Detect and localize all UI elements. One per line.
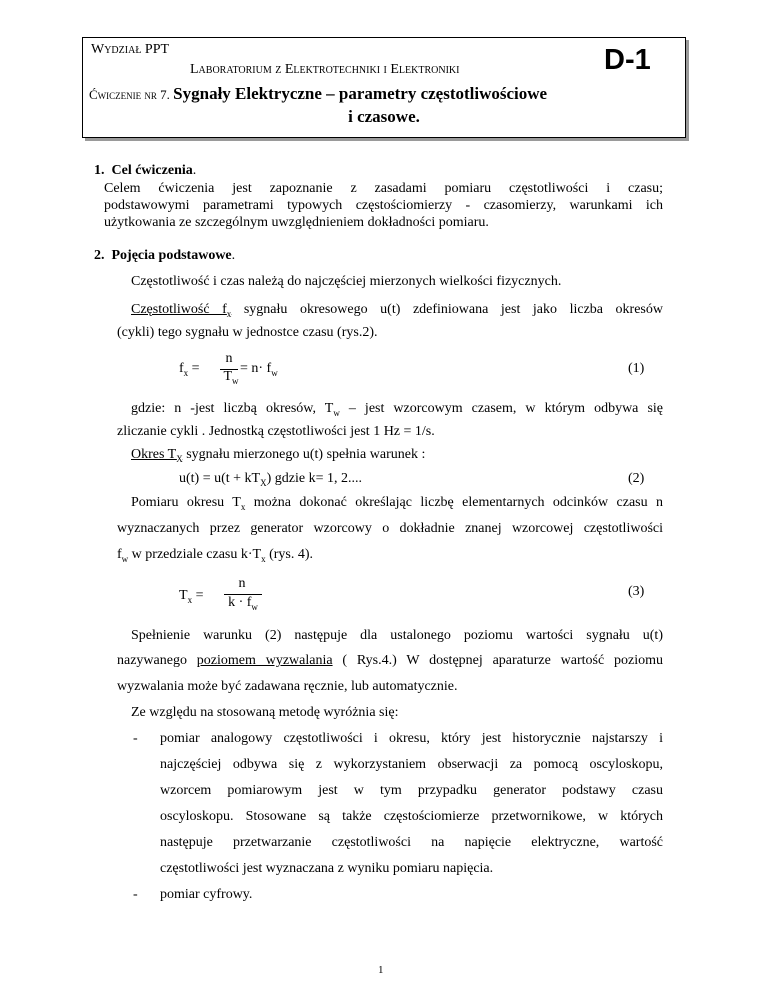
eq2-text — [179, 471, 362, 488]
eq3-denominator — [220, 595, 266, 612]
p5-rest: można dokonać określając liczbę elementarnych odcinków czasu n — [245, 495, 663, 510]
eq1-rhs-text: = n· f — [240, 361, 272, 376]
exercise-code: D-1 — [604, 44, 651, 76]
p6-rest: ( Rys.4.) W dostępnej aparaturze wartość poziomu — [332, 653, 664, 668]
eq2-number: (2) — [628, 471, 645, 486]
bullet1-line3: wzorcem pomiarowym jest w tym przypadku generator podstawy czasu — [160, 783, 663, 798]
p3-text: gdzie: n -jest liczbą okresów, T — [131, 401, 334, 416]
eq1-number: (1) — [628, 361, 645, 376]
eq1-den-symbol: T — [223, 369, 233, 384]
bullet1-line2: najczęściej odbywa się z wykorzystaniem obserwacji za pomocą oscyloskopu, — [160, 757, 663, 772]
eq3-den-text: k · f — [228, 595, 252, 610]
bullet2-text: pomiar cyfrowy. — [160, 887, 253, 902]
p5-l3-text: f — [117, 547, 122, 562]
p5-l3-sub2: x — [261, 553, 266, 564]
eq1-den-sub: w — [232, 375, 239, 386]
section1-heading — [94, 163, 196, 179]
p5-text: Pomiaru okresu T — [131, 495, 241, 510]
term-frequency — [131, 302, 231, 317]
eq2-rest: ) gdzie k= 1, 2.... — [266, 471, 362, 486]
eq2-sub: X — [260, 477, 267, 488]
paragraph-7: Ze względu na stosowaną metodę wyróżnia się: — [131, 705, 399, 720]
bullet1-line6: częstotliwości jest wyznaczana z wyniku pomiaru napięcia. — [160, 861, 494, 876]
paragraph-5-line3 — [117, 547, 313, 564]
eq3-lhs-symbol: T — [179, 588, 188, 603]
eq1-lhs-symbol: f — [179, 361, 184, 376]
p5-l3-end: (rys. 4). — [265, 547, 314, 562]
faculty-label: Wydział PPT — [91, 42, 170, 57]
page-number: 1 — [378, 964, 384, 976]
section1-line3: użytkowania ze szczególnym uwzględnieniem dokładności pomiaru. — [104, 215, 489, 230]
term-period-sub: X — [176, 453, 183, 464]
p5-l3-rest: w przedziale czasu k·T — [128, 547, 262, 562]
paragraph-1: Częstotliwość i czas należą do najczęściej mierzonych wielkości fizycznych. — [131, 274, 562, 289]
section2-dot: . — [231, 248, 236, 263]
section2-heading — [94, 248, 235, 264]
paragraph-6-line3: wyzwalania może być zadawana ręcznie, lub automatycznie. — [117, 679, 458, 694]
term-period-text: Okres T — [131, 447, 177, 462]
section1-line2: podstawowymi parametrami typowych częstościomierzy - czasomierzy, warunkami ich — [104, 198, 663, 213]
term-trigger-level: poziomem wyzwalania — [196, 653, 333, 668]
exercise-title: Sygnały Elektryczne – parametry częstotliwościowe — [173, 84, 548, 103]
section2-title: Pojęcia podstawowe — [111, 248, 232, 263]
paragraph-6-line1: Spełnienie warunku (2) następuje dla ustalonego poziomu wartości sygnału u(t) — [131, 628, 663, 643]
bullet1-line4: oscyloskopu. Stosowane są także częstościomierze przetwornikowe, w których — [160, 809, 663, 824]
eq1-lhs-sub: x — [183, 367, 189, 378]
eq3-numerator: n — [238, 576, 246, 591]
eq3-lhs — [179, 588, 203, 605]
section2-number: 2. — [94, 248, 105, 263]
eq2-body: u(t) = u(t + kT — [179, 471, 261, 486]
p4-rest: sygnału mierzonego u(t) spełnia warunek : — [182, 447, 426, 462]
section1-dot: . — [192, 163, 197, 178]
eq3-number: (3) — [628, 584, 645, 599]
paragraph-6-line2 — [117, 653, 663, 669]
eq1-rhs — [240, 361, 278, 378]
eq1-equals: = — [191, 361, 200, 376]
paragraph-2-line1 — [131, 302, 663, 319]
eq1-lhs — [179, 361, 200, 378]
section1-number: 1. — [94, 163, 105, 178]
p3-rest: – jest wzorcowym czasem, w którym odbywa się — [339, 401, 664, 416]
bullet1-line1: pomiar analogowy częstotliwości i okresu, który jest historycznie najstarszy i — [160, 731, 663, 746]
eq3-lhs-sub: x — [187, 594, 193, 605]
bullet1-dash: - — [133, 731, 138, 746]
paragraph-5-line1 — [131, 495, 663, 512]
eq1-rhs-sub: w — [271, 367, 278, 378]
section1-line1: Celem ćwiczenia jest zapoznanie z zasadami pomiaru częstotliwości i czasu; — [104, 181, 663, 196]
exercise-title-line — [89, 84, 547, 104]
bullet1-line5: następuje przetwarzanie częstotliwości na napięcie elektryczne, wartość — [160, 835, 663, 850]
paragraph-2-rest: sygnału okresowego u(t) zdefiniowana jest jako liczba okresów — [231, 302, 663, 317]
eq3-equals: = — [195, 588, 204, 603]
bullet2-dash: - — [133, 887, 138, 902]
p5-l3-sub: w — [121, 553, 129, 564]
term-frequency-sub: x — [226, 308, 232, 319]
eq3-den-sub: w — [251, 601, 258, 612]
p5-sub: x — [240, 501, 246, 512]
paragraph-3-line1 — [131, 401, 663, 418]
paragraph-5-line2: wyznaczanych przez generator wzorcowy o dokładnie znanej wzorcowej częstotliwości — [117, 521, 663, 536]
exercise-label: Ćwiczenie nr 7. — [89, 87, 170, 102]
paragraph-2-line2: (cykli) tego sygnału w jednostce czasu (rys.2). — [117, 325, 378, 340]
eq1-numerator: n — [225, 351, 233, 366]
lab-title: Laboratorium z Elektrotechniki i Elektroniki — [190, 62, 460, 77]
paragraph-3-line2: zliczanie cykli . Jednostką częstotliwości jest 1 Hz = 1/s. — [117, 424, 435, 439]
paragraph-4 — [131, 447, 425, 464]
p3-sub: w — [333, 407, 340, 418]
section1-title: Cel ćwiczenia — [111, 163, 193, 178]
header-box — [82, 37, 686, 138]
term-period — [131, 447, 183, 462]
p6-pre: nazywanego — [117, 653, 197, 668]
exercise-title-cont: i czasowe. — [348, 107, 420, 126]
term-frequency-text: Częstotliwość f — [131, 302, 227, 317]
